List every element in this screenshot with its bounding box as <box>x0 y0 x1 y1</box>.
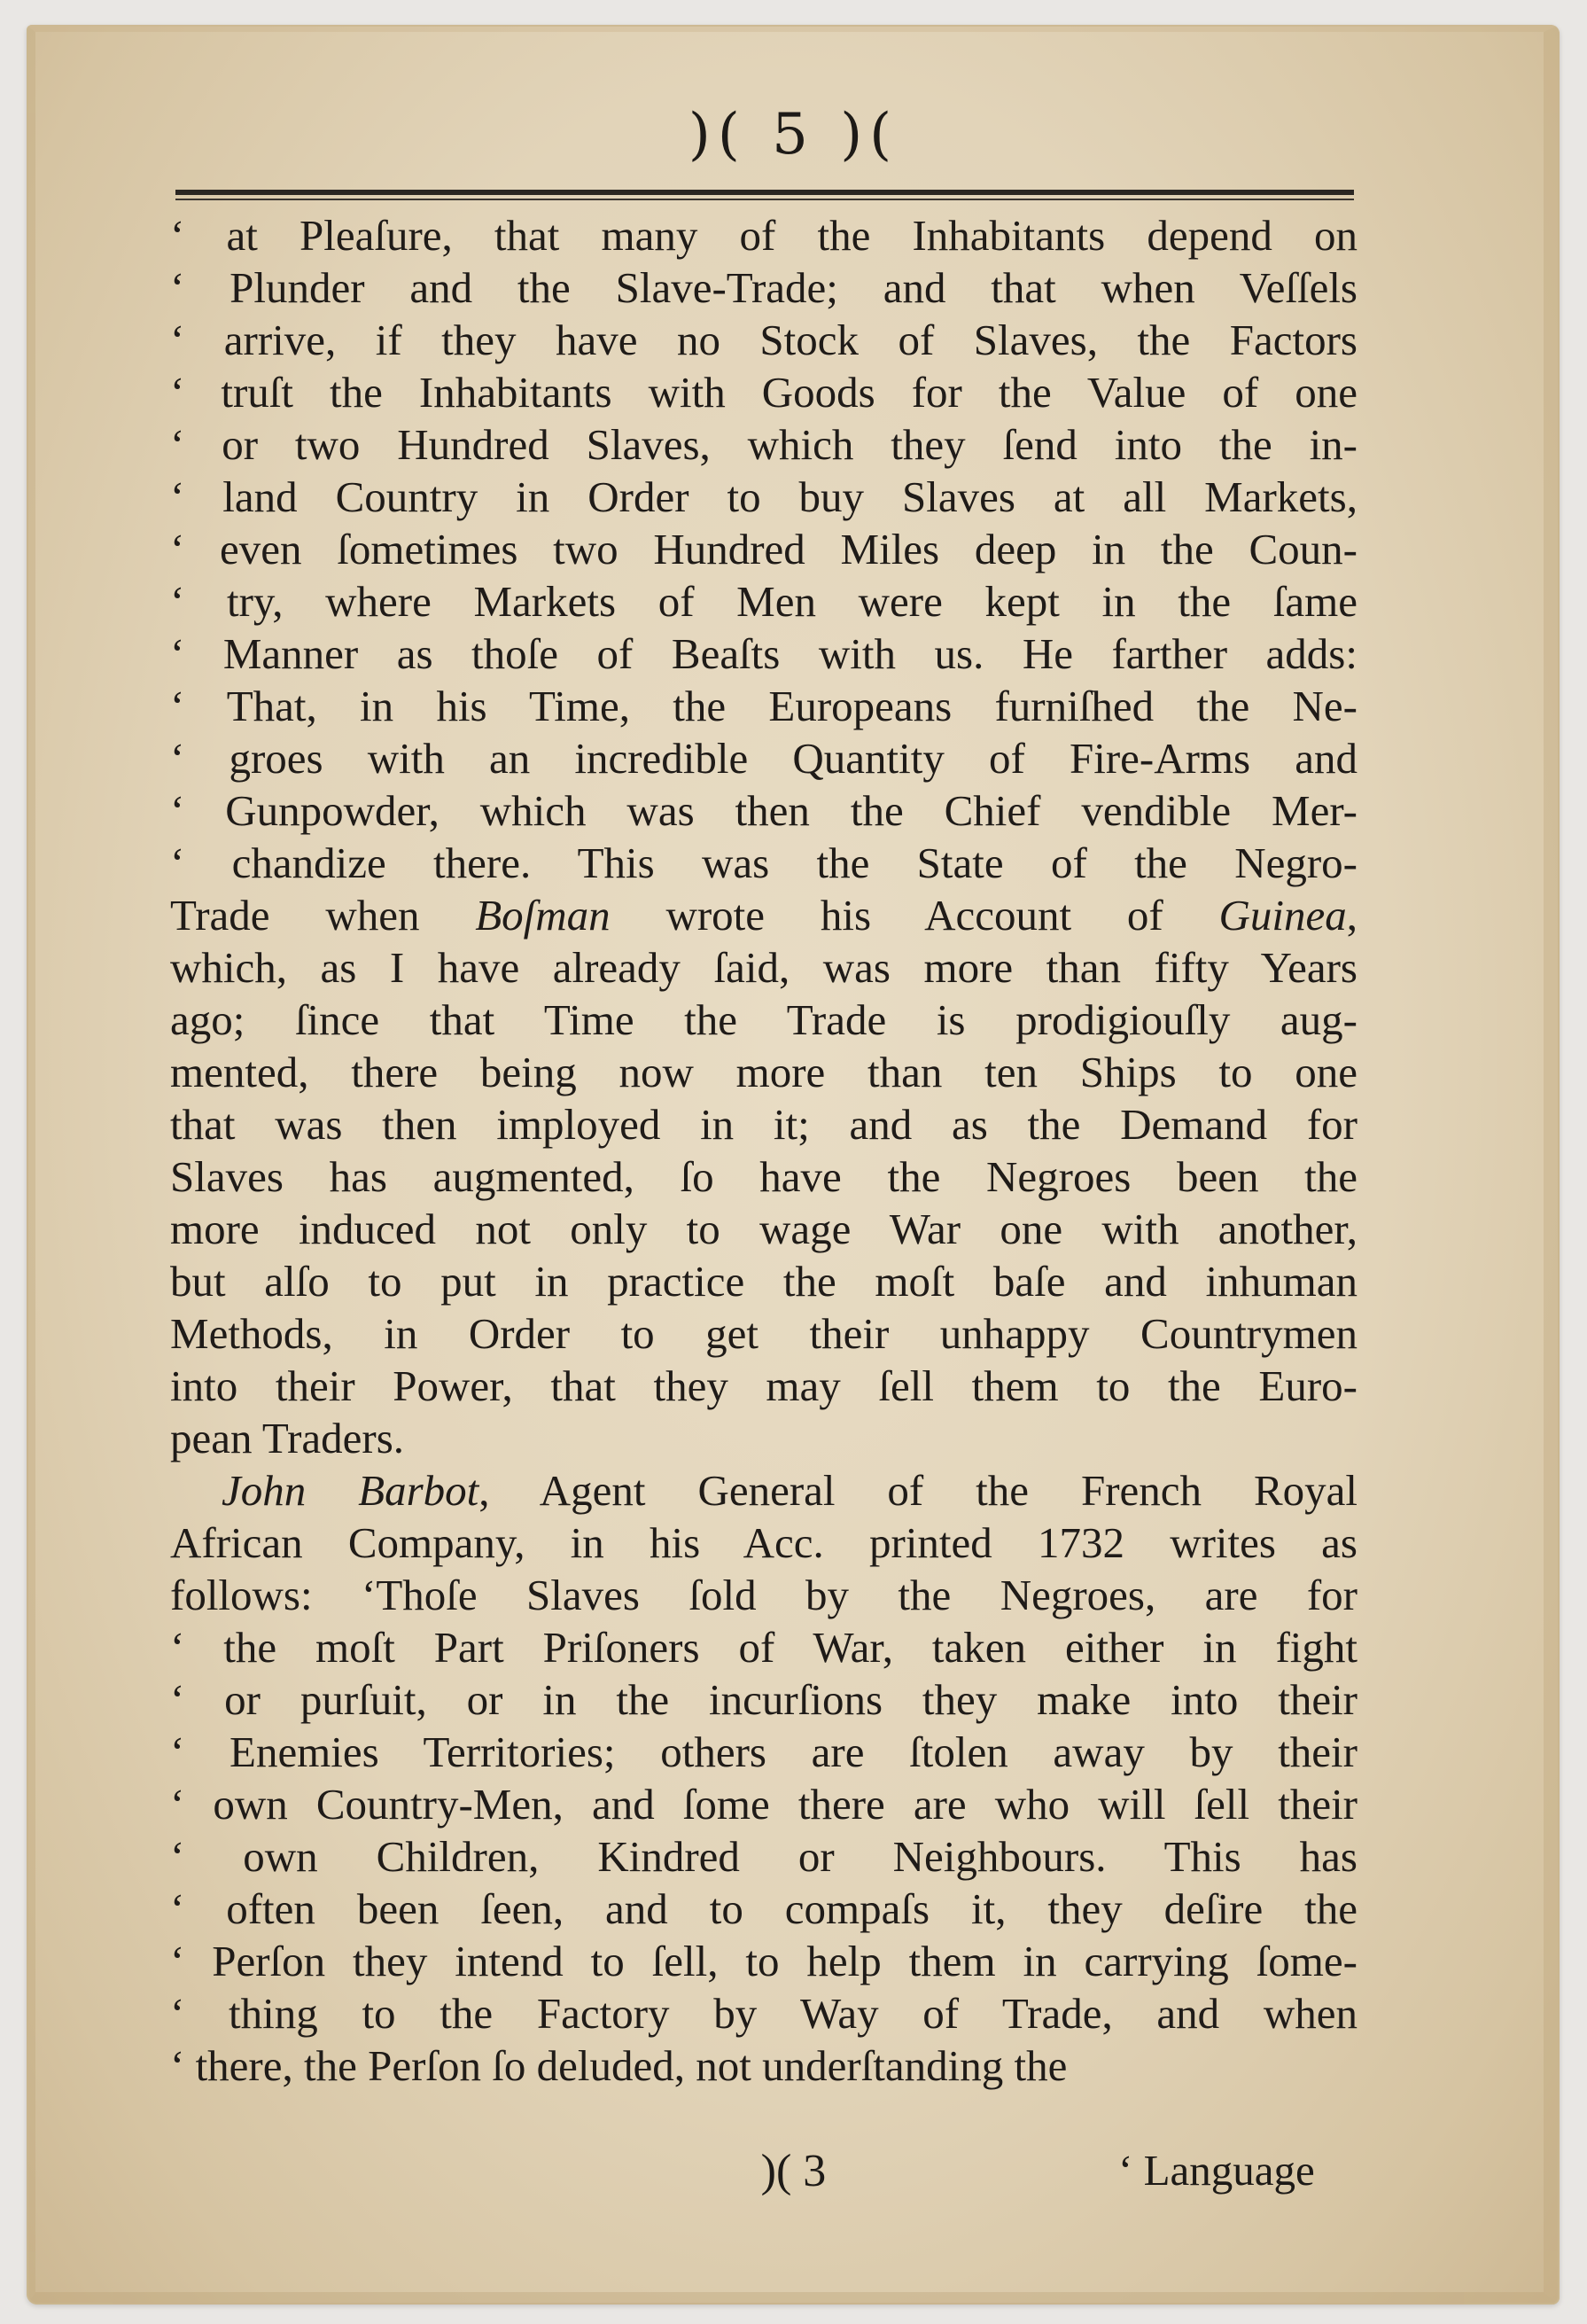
text-line: ‘ Manner as thoſe of Beaſts with us. He farther adds: <box>170 629 1358 678</box>
text-line: ‘ or purſuit, or in the incurſions they make into their <box>170 1675 1358 1724</box>
text-line: ‘ truſt the Inhabitants with Goods for the Value of one <box>170 368 1358 417</box>
text-line: mented, there being now more than ten Ships to one <box>170 1048 1358 1096</box>
signature-mark: )( 3 <box>760 2146 827 2196</box>
text-line: ‘ Plunder and the Slave-Trade; and that when Veſſels <box>170 263 1358 312</box>
text-line: ‘ try, where Markets of Men were kept in the ſame <box>170 577 1358 626</box>
text-line: ‘ Enemies Territories; others are ſtolen away by their <box>170 1727 1358 1776</box>
text-line: ‘ groes with an incredible Quantity of Fire-Arms and <box>170 734 1358 783</box>
text-line: ‘ arrive, if they have no Stock of Slaves, the Factors <box>170 316 1358 364</box>
text-line: John Barbot, Agent General of the French Royal <box>222 1466 1358 1515</box>
text-line: that was then imployed in it; and as the Demand for <box>170 1100 1358 1149</box>
text-line: ‘ own Country-Men, and ſome there are who will ſell their <box>170 1780 1358 1829</box>
catchword: ‘ Language <box>1118 2146 1315 2195</box>
text-line: ‘ Gunpowder, which was then the Chief vendible Mer- <box>170 786 1358 835</box>
text-line: but alſo to put in practice the moſt baſe and inhuman <box>170 1257 1358 1306</box>
text-line: Slaves has augmented, ſo have the Negroes been the <box>170 1152 1358 1201</box>
header-rule <box>175 190 1354 195</box>
text-line: ‘ at Pleaſure, that many of the Inhabitants depend on <box>170 211 1358 260</box>
italic-name: Guinea <box>1218 891 1347 940</box>
text-line: ‘ there, the Perſon ſo deluded, not underſtanding the <box>170 2041 1068 2090</box>
italic-name: John Barbot <box>222 1466 479 1515</box>
text-line: pean Traders. <box>170 1414 405 1462</box>
text-line: into their Power, that they may ſell them to the Euro- <box>170 1361 1358 1410</box>
text-line: Trade when Boſman wrote his Account of Guinea, <box>170 891 1358 940</box>
text-line: follows: ‘Thoſe Slaves ſold by the Negroes, are for <box>170 1571 1358 1619</box>
text-line: ‘ That, in his Time, the Europeans furniſhed the Ne- <box>170 682 1358 730</box>
header-rule-thin <box>175 199 1354 200</box>
text-line: which, as I have already ſaid, was more than fifty Years <box>170 943 1358 992</box>
text-line: ago; ſince that Time the Trade is prodigiouſly aug- <box>170 995 1358 1044</box>
italic-name: Boſman <box>475 891 611 940</box>
body-text <box>170 209 1358 2092</box>
text-line: African Company, in his Acc. printed 1732 writes as <box>170 1518 1358 1567</box>
text-line: ‘ Perſon they intend to ſell, to help them in carrying ſome- <box>170 1937 1358 1985</box>
text-line: ‘ land Country in Order to buy Slaves at all Markets, <box>170 472 1358 521</box>
text-line: ‘ often been ſeen, and to compaſs it, they deſire the <box>170 1884 1358 1933</box>
text-line: ‘ own Children, Kindred or Neighbours. This has <box>170 1832 1358 1881</box>
text-line: ‘ or two Hundred Slaves, which they ſend into the in- <box>170 420 1358 469</box>
text-line: ‘ thing to the Factory by Way of Trade, and when <box>170 1989 1358 2038</box>
text-line: ‘ chandize there. This was the State of the Negro- <box>170 838 1358 887</box>
text-line: ‘ the moſt Part Priſoners of War, taken either in fight <box>170 1623 1358 1672</box>
text-line: ‘ even ſometimes two Hundred Miles deep in the Coun- <box>170 525 1358 573</box>
text-line: more induced not only to wage War one with another, <box>170 1205 1358 1253</box>
page-number-header: )( 5 )( <box>688 102 899 168</box>
text-line: Methods, in Order to get their unhappy Countrymen <box>170 1309 1358 1358</box>
